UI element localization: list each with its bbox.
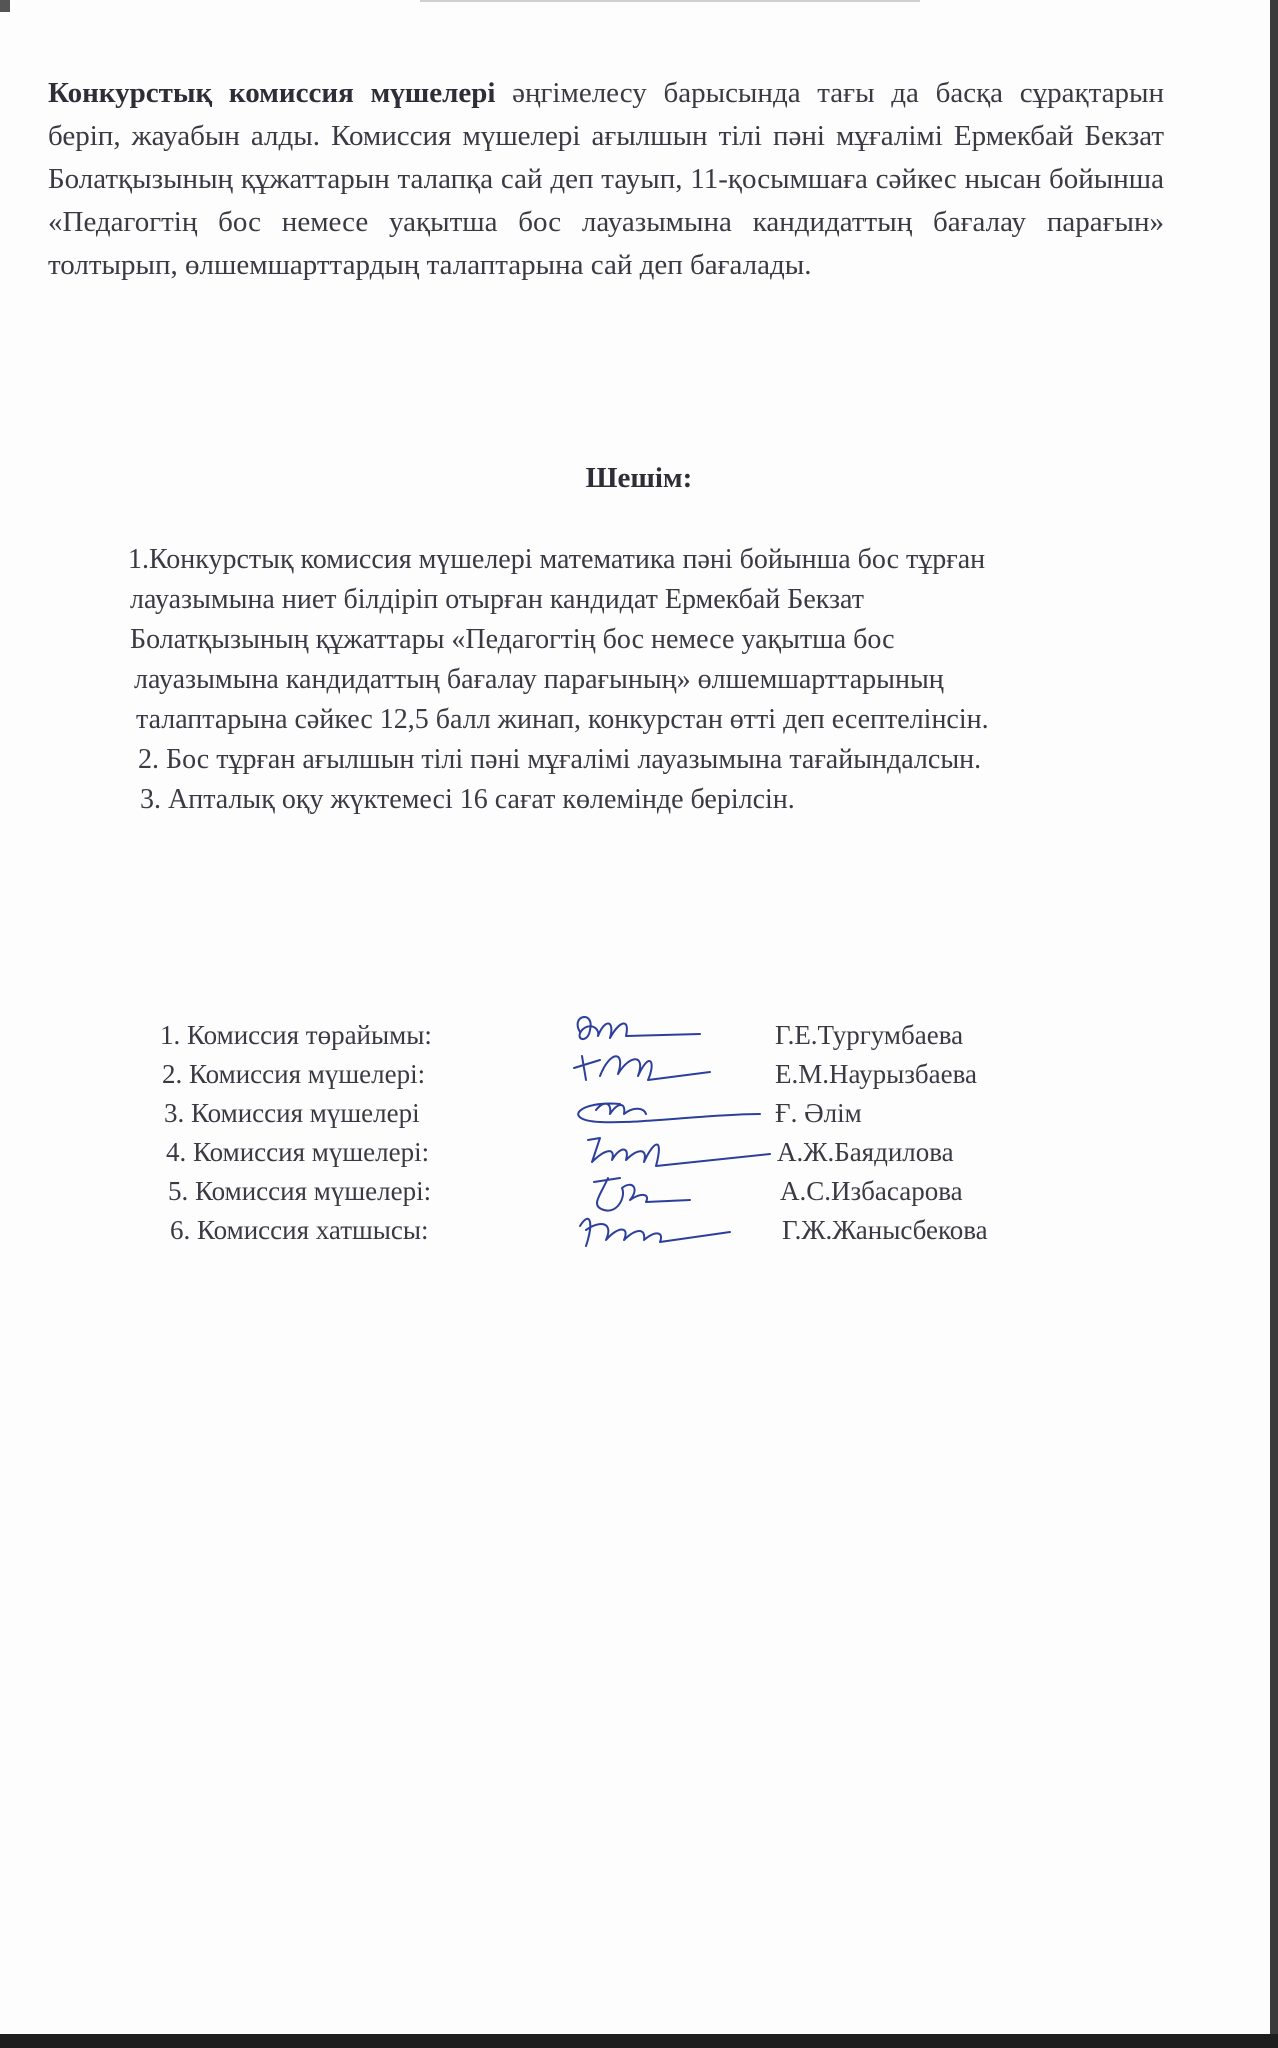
signatory-name: Ғ. Әлім: [775, 1098, 862, 1128]
signature-6: [580, 1219, 730, 1246]
scan-bottom-edge: [0, 2034, 1278, 2048]
decision-line: лауазымына ниет білдіріп отырған кандидат Ермекбай Бекзат: [130, 584, 864, 615]
scan-right-edge: [1270, 0, 1278, 2048]
signatory-name: Г.Е.Тургумбаева: [775, 1020, 964, 1050]
decision-line: лауазымына кандидаттың бағалау парағының» өлшемшарттарының: [134, 664, 944, 695]
scan-corner-mark: [0, 0, 10, 12]
signatory-name: А.Ж.Баядилова: [777, 1137, 954, 1167]
decision-line: 3. Апталық оқу жүктемесі 16 сағат көлемінде берілсін.: [140, 784, 795, 815]
signatory-role: 6. Комиссия хатшысы:: [170, 1215, 429, 1245]
decision-line: 2. Бос тұрған ағылшын тілі пәні мұғалімі лауазымына тағайындалсын.: [138, 744, 982, 775]
signature-3: [578, 1103, 760, 1122]
signatory-name: Г.Ж.Жанысбекова: [782, 1215, 988, 1245]
decision-line: 1.Конкурстық комиссия мүшелері математика пәні бойынша бос тұрған: [128, 544, 986, 575]
signature-1: [578, 1017, 700, 1039]
signatory-role: 1. Комиссия төрайымы:: [160, 1020, 432, 1050]
decision-line: талаптарына сәйкес 12,5 балл жинап, конкурстан өтті деп есептелінсін.: [136, 704, 989, 735]
decision-list: [128, 540, 1158, 820]
signature-4: [588, 1138, 770, 1166]
signatory-name: А.С.Избасарова: [780, 1176, 963, 1206]
signature-2: [574, 1056, 710, 1080]
signatory-role: 5. Комиссия мүшелері:: [168, 1176, 432, 1206]
intro-bold-lead: Конкурстық комиссия мүшелері: [48, 77, 496, 109]
signature-5: [594, 1178, 690, 1211]
intro-text: әңгімелесу барысында тағы да басқа сұрақтарын беріп, жауабын алды. Комиссия мүшелері ағылшын тілі пәні мұғалімі Ермекбай Бекзат Болатқызының құжаттарын талапқа сай деп тауып, 11-қосымшаға сәйкес нысан бойынша «Педагогтің бос немесе уақытша бос лауазымына кандидаттың бағалау парағын» толтырып, өлшемшарттардың талаптарына сай деп бағалады.: [48, 77, 1164, 281]
scan-top-line: [420, 0, 920, 2]
signatory-name: Е.М.Наурызбаева: [775, 1059, 977, 1089]
decision-heading: Шешім:: [585, 462, 693, 494]
handwritten-signatures: [560, 1010, 780, 1260]
signatory-role: 4. Комиссия мүшелері:: [166, 1137, 430, 1167]
signatory-role: 2. Комиссия мүшелері:: [162, 1059, 426, 1089]
intro-paragraph: [48, 72, 1164, 287]
decision-line: Болатқызының құжаттары «Педагогтің бос немесе уақытша бос: [130, 624, 895, 655]
signatory-role: 3. Комиссия мүшелері: [164, 1098, 420, 1128]
